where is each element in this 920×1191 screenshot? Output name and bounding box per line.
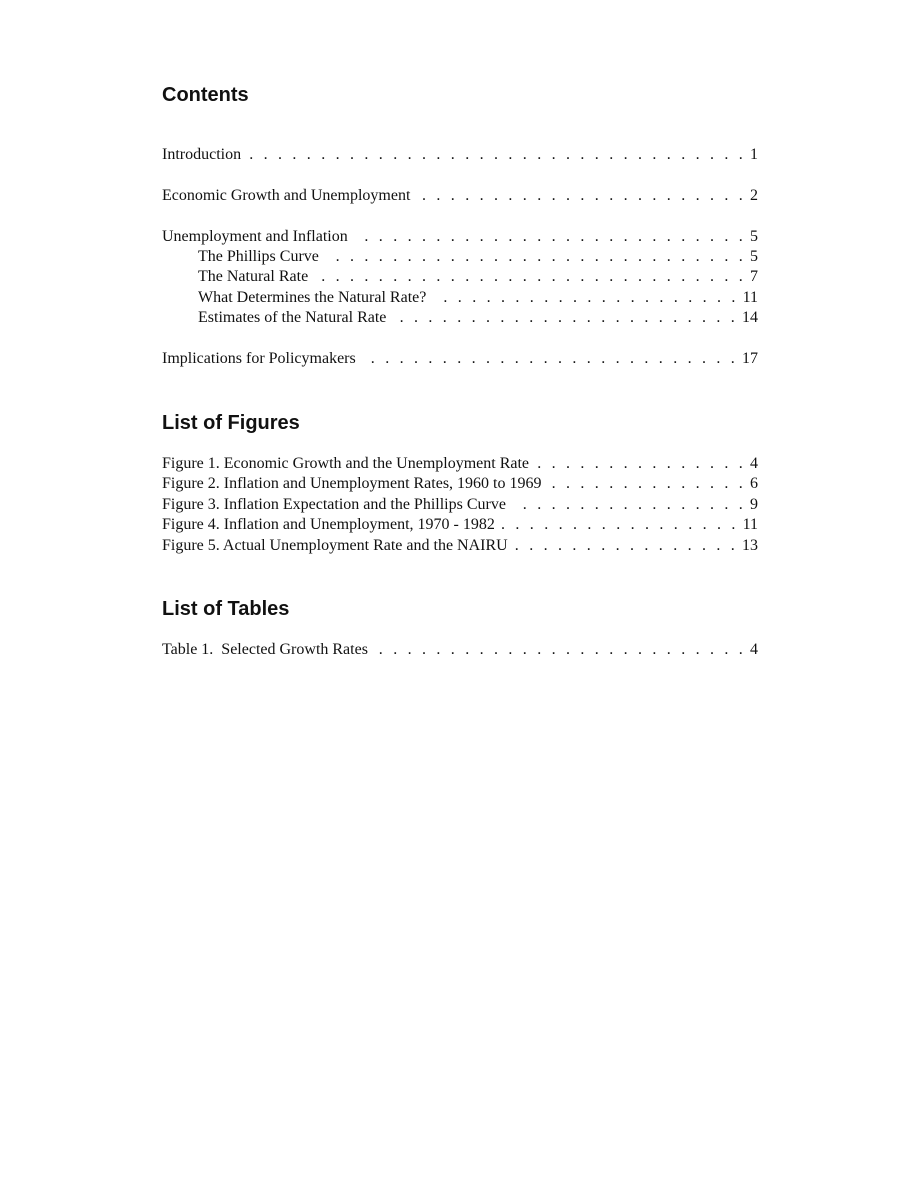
toc-entry-title: What Determines the Natural Rate? (198, 288, 427, 306)
dot-leader (325, 248, 746, 266)
dot-leader (354, 228, 746, 246)
dot-leader (501, 516, 739, 534)
figure-entry-title: Figure 4. Inflation and Unemployment, 1970 - 1982 (162, 516, 495, 534)
dot-leader (374, 641, 746, 659)
toc-entry-page: 14 (742, 309, 758, 327)
figures-heading: List of Figures (162, 412, 300, 434)
toc-entry-page: 17 (742, 349, 758, 367)
contents-heading: Contents (162, 84, 249, 106)
figure-entry-title: Figure 3. Inflation Expectation and the Phillips Curve (162, 495, 506, 513)
figure-entry-page: 4 (750, 455, 758, 472)
toc-entry-title: Estimates of the Natural Rate (198, 309, 387, 327)
figure-entry-title: Figure 1. Economic Growth and the Unemployment Rate (162, 455, 530, 472)
table-entry-title: Table 1. Selected Growth Rates (162, 641, 368, 658)
toc-entry[interactable] (162, 350, 758, 370)
toc-entry-title: Economic Growth and Unemployment (162, 186, 411, 204)
dot-leader (392, 309, 738, 327)
dot-leader (247, 146, 746, 164)
figures-list (162, 455, 758, 557)
figure-entry-page: 11 (742, 516, 758, 534)
toc-entry-title: Introduction (162, 146, 242, 163)
table-entry-page: 4 (750, 641, 758, 658)
figure-entry[interactable] (162, 455, 758, 475)
toc-entry-page: 5 (750, 247, 758, 265)
figure-entry-page: 13 (742, 536, 758, 554)
tables-list (162, 641, 758, 661)
figure-entry-title: Figure 2. Inflation and Unemployment Rates, 1960 to 1969 (162, 475, 542, 493)
figure-entry-title: Figure 5. Actual Unemployment Rate and the NAIRU (162, 536, 508, 554)
toc-entry[interactable] (162, 187, 758, 207)
dot-leader (548, 475, 747, 493)
dot-leader (512, 496, 746, 514)
toc-subentry[interactable] (162, 248, 758, 268)
contents-list (162, 146, 758, 370)
figure-entry[interactable] (162, 537, 758, 557)
dot-leader (432, 289, 738, 307)
toc-entry-page: 7 (750, 268, 758, 286)
toc-entry-title: Unemployment and Inflation (162, 227, 348, 245)
figure-entry[interactable] (162, 496, 758, 516)
toc-entry-title: Implications for Policymakers (162, 349, 356, 367)
toc-entry-title: The Phillips Curve (198, 247, 319, 265)
dot-leader (514, 537, 738, 555)
toc-subentry[interactable] (162, 268, 758, 288)
toc-subentry[interactable] (162, 309, 758, 329)
dot-leader (535, 455, 746, 473)
toc-entry[interactable] (162, 228, 758, 248)
toc-subentry[interactable] (162, 289, 758, 309)
figure-entry[interactable] (162, 516, 758, 536)
toc-entry-page: 5 (750, 227, 758, 245)
figure-entry[interactable] (162, 475, 758, 495)
dot-leader (362, 350, 738, 368)
figure-entry-page: 6 (750, 475, 758, 493)
tables-heading: List of Tables (162, 598, 290, 620)
figure-entry-page: 9 (750, 495, 758, 513)
dot-leader (416, 187, 746, 205)
toc-entry-page: 2 (750, 186, 758, 204)
toc-entry-page: 11 (742, 288, 758, 306)
toc-entry-title: The Natural Rate (198, 268, 309, 286)
dot-leader (314, 268, 746, 286)
table-entry[interactable] (162, 641, 758, 661)
toc-entry[interactable] (162, 146, 758, 166)
toc-entry-page: 1 (750, 146, 758, 163)
